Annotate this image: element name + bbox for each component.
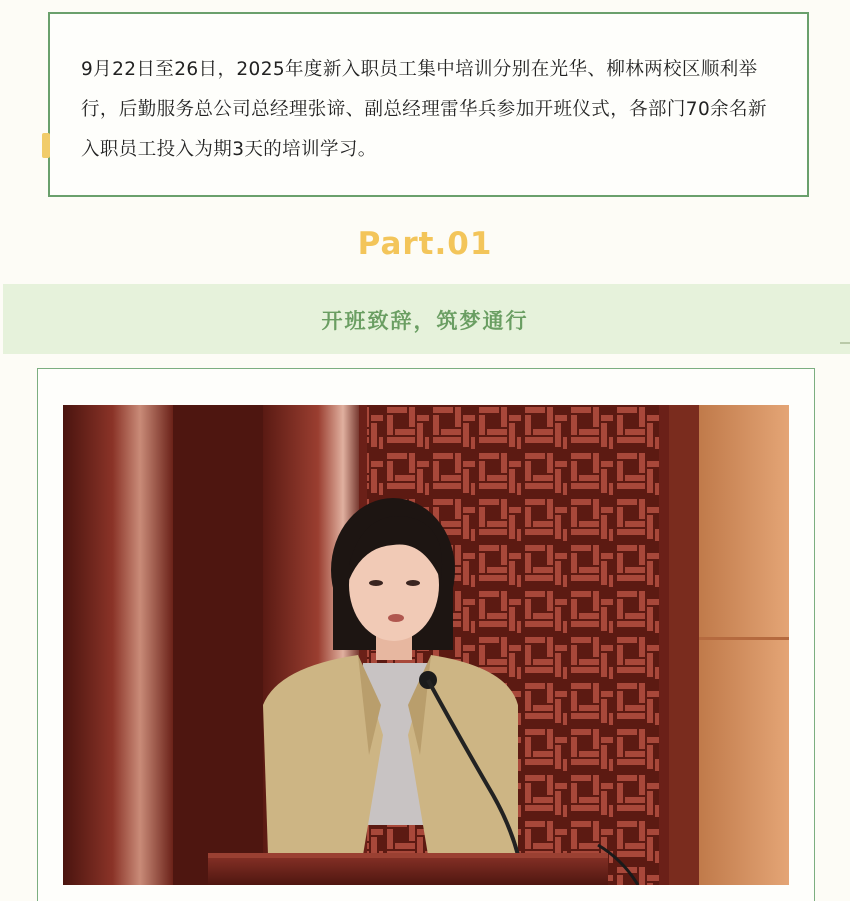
part-heading: Part.01 — [357, 226, 493, 262]
intro-box — [48, 12, 809, 197]
speaker-photo-illustration — [63, 405, 789, 885]
speaker-photo[interactable] — [63, 405, 789, 885]
section-title: 开班致辞，筑梦通行 — [321, 309, 529, 333]
band-divider-tick — [840, 342, 850, 344]
intro-paragraph: 9月22日至26日，2025年度新入职员工集中培训分别在光华、柳林两校区顺利举行，后勤服务总公司总经理张谛、副总经理雷华兵参加开班仪式，各部门70余名新入职员工投入为期3天的培训学习。 — [81, 59, 767, 160]
accent-mark — [42, 133, 50, 158]
